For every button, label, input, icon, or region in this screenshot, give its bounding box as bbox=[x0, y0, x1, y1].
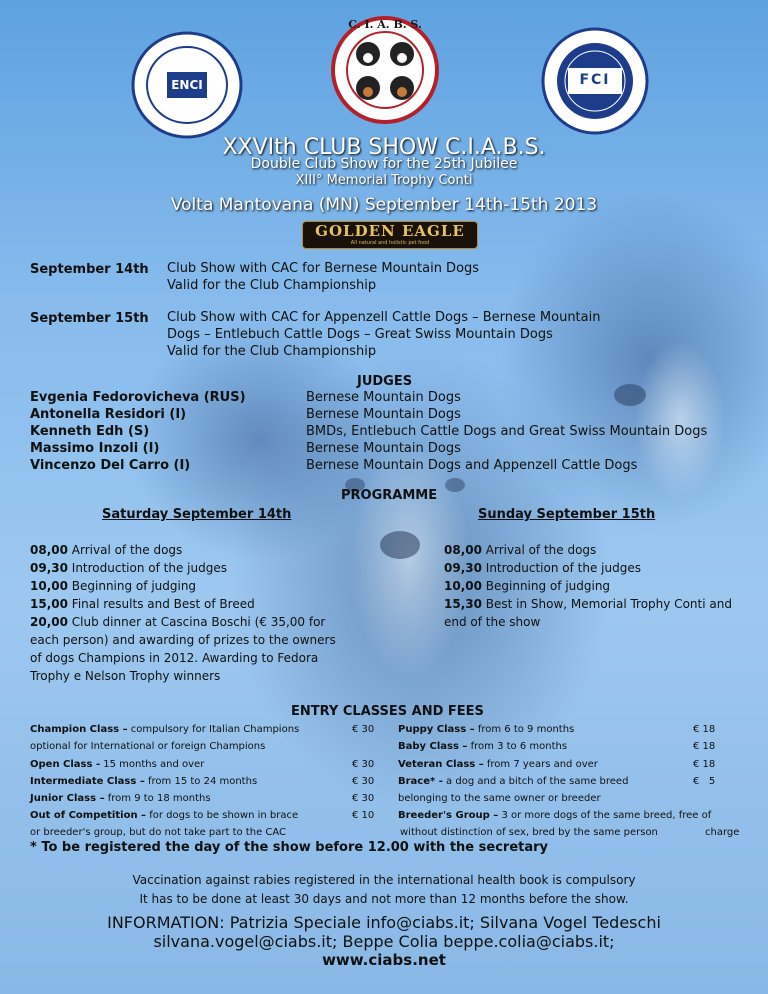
judge-breed: Bernese Mountain Dogs bbox=[306, 407, 461, 422]
programme-item bbox=[444, 577, 734, 595]
entry-class-desc: from 9 to 18 months bbox=[104, 793, 211, 804]
schedule-date-1: September 14th bbox=[30, 262, 149, 277]
show-title: XXVIth CLUB SHOW C.I.A.B.S. bbox=[222, 135, 546, 160]
entry-left-fee-4: € 30 bbox=[352, 776, 375, 787]
show-location-dates: Volta Mantovana (MN) September 14th-15th 2013 bbox=[170, 195, 598, 215]
entry-class-name: Open Class - bbox=[30, 759, 101, 770]
programme-text: Club dinner at Cascina Boschi (€ 35,00 for each person) and awarding of prizes to the owners of dogs Champions in 2012. Awarding to Fedora Trophy e Nelson Trophy winners bbox=[30, 615, 336, 683]
judge-name: Antonella Residori (I) bbox=[30, 407, 187, 422]
judge-breed: Bernese Mountain Dogs bbox=[306, 390, 461, 405]
entry-class-desc: belonging to the same owner or breeder bbox=[398, 793, 601, 804]
vaccination-line: Vaccination against rabies registered in the international health book is compulsory bbox=[132, 873, 636, 887]
sponsor-badge bbox=[302, 221, 478, 249]
schedule-date-2: September 15th bbox=[30, 311, 149, 326]
entry-left-7 bbox=[30, 827, 286, 838]
enci-logo bbox=[130, 30, 245, 140]
programme-heading: PROGRAMME bbox=[341, 488, 438, 503]
programme-text: Beginning of judging bbox=[67, 579, 197, 593]
programme-time: 09,30 bbox=[444, 561, 482, 575]
programme-item bbox=[30, 541, 350, 559]
judges-names bbox=[30, 389, 246, 474]
contact-info bbox=[0, 913, 768, 970]
entry-right-4 bbox=[398, 776, 628, 787]
entry-class-name: Junior Class – bbox=[30, 793, 105, 804]
programme-text: Best in Show, Memorial Trophy Conti and end of the show bbox=[444, 597, 732, 629]
saturday-heading: Saturday September 14th bbox=[102, 507, 292, 522]
entry-class-desc: 15 months and over bbox=[100, 759, 205, 770]
entry-class-desc: from 6 to 9 months bbox=[474, 724, 575, 735]
sponsor-name: GOLDEN EAGLE bbox=[315, 222, 465, 240]
entry-class-desc: a dog and a bitch of the same breed bbox=[442, 776, 629, 787]
entry-right-6 bbox=[398, 810, 711, 821]
programme-item bbox=[444, 595, 734, 631]
schedule-line: Club Show with CAC for Bernese Mountain Dogs bbox=[167, 261, 480, 276]
enci-letters: ENCI bbox=[171, 78, 203, 92]
entry-class-name: Veteran Class – bbox=[398, 759, 484, 770]
registration-note: * To be registered the day of the show before 12.00 with the secretary bbox=[30, 840, 549, 855]
entry-class-desc: from 7 years and over bbox=[483, 759, 598, 770]
entry-right-fee-3: € 18 bbox=[693, 759, 716, 770]
programme-item bbox=[444, 541, 734, 559]
sunday-heading: Sunday September 15th bbox=[478, 507, 656, 522]
entry-class-name: Baby Class – bbox=[398, 741, 468, 752]
schedule-line: Valid for the Club Championship bbox=[167, 344, 377, 359]
entry-left-5 bbox=[30, 793, 211, 804]
entry-class-name: Puppy Class – bbox=[398, 724, 475, 735]
programme-item bbox=[30, 559, 350, 577]
programme-text: Beginning of judging bbox=[481, 579, 611, 593]
judge-breed: Bernese Mountain Dogs and Appenzell Cattle Dogs bbox=[306, 458, 638, 473]
entry-class-desc: compulsory for Italian Champions bbox=[127, 724, 300, 735]
show-subtitle: Double Club Show for the 25th Jubilee bbox=[250, 156, 518, 172]
entry-right-1 bbox=[398, 724, 574, 735]
entry-right-fee-4: € 5 bbox=[693, 776, 716, 787]
programme-time: 20,00 bbox=[30, 615, 68, 629]
saturday-programme bbox=[30, 541, 350, 685]
schedule-desc-1 bbox=[167, 260, 479, 294]
entry-left-2 bbox=[30, 741, 265, 752]
schedule-line: Valid for the Club Championship bbox=[167, 278, 377, 293]
programme-text: Arrival of the dogs bbox=[481, 543, 597, 557]
entry-right-fee-1: € 18 bbox=[693, 724, 716, 735]
entry-left-fee-1: € 30 bbox=[352, 724, 375, 735]
programme-item bbox=[30, 577, 350, 595]
entry-right-3 bbox=[398, 759, 598, 770]
memorial-subtitle: XIII° Memorial Trophy Conti bbox=[295, 173, 473, 188]
entry-class-name: Intermediate Class – bbox=[30, 776, 145, 787]
judge-breed: Bernese Mountain Dogs bbox=[306, 441, 461, 456]
schedule-desc-2 bbox=[167, 309, 600, 360]
entry-right-fee-2: € 18 bbox=[693, 741, 716, 752]
entry-class-desc: from 3 to 6 months bbox=[467, 741, 568, 752]
entry-left-1 bbox=[30, 724, 299, 735]
ciabs-logo bbox=[330, 14, 440, 126]
entry-left-fee-5: € 30 bbox=[352, 793, 375, 804]
programme-item bbox=[30, 595, 350, 613]
fci-logo bbox=[540, 26, 650, 136]
entry-class-name: Champion Class – bbox=[30, 724, 128, 735]
entry-class-desc: without distinction of sex, bred by the same person bbox=[400, 827, 658, 838]
judge-name: Massimo Inzoli (I) bbox=[30, 441, 160, 456]
programme-text: Introduction of the judges bbox=[67, 561, 227, 575]
entry-left-6 bbox=[30, 810, 298, 821]
programme-item bbox=[444, 559, 734, 577]
entry-left-fee-3: € 30 bbox=[352, 759, 375, 770]
programme-time: 08,00 bbox=[444, 543, 482, 557]
judge-name: Evgenia Fedorovicheva (RUS) bbox=[30, 390, 246, 405]
entry-class-desc: 3 or more dogs of the same breed, free of bbox=[498, 810, 712, 821]
entry-class-desc: from 15 to 24 months bbox=[144, 776, 258, 787]
entry-right-2 bbox=[398, 741, 567, 752]
programme-time: 15,30 bbox=[444, 597, 482, 611]
contact-line: silvana.vogel@ciabs.it; Beppe Colia beppe.colia@ciabs.it; bbox=[153, 932, 615, 951]
entry-class-name: Brace* - bbox=[398, 776, 443, 787]
entry-left-fee-6: € 10 bbox=[352, 810, 375, 821]
entry-right-5 bbox=[398, 793, 601, 804]
judge-name: Kenneth Edh (S) bbox=[30, 424, 150, 439]
entry-class-desc: for dogs to be shown in brace bbox=[146, 810, 299, 821]
judges-breeds bbox=[306, 389, 707, 474]
judges-heading: JUDGES bbox=[357, 374, 413, 389]
entry-right-7 bbox=[400, 827, 658, 838]
programme-text: Arrival of the dogs bbox=[67, 543, 183, 557]
ciabs-letters: C. I. A. B. S. bbox=[348, 18, 422, 31]
programme-time: 15,00 bbox=[30, 597, 68, 611]
judge-breed: BMDs, Entlebuch Cattle Dogs and Great Swiss Mountain Dogs bbox=[306, 424, 708, 439]
entry-class-name: Out of Competition – bbox=[30, 810, 147, 821]
vaccination-line: It has to be done at least 30 days and not more than 12 months before the show. bbox=[139, 892, 629, 906]
entry-left-3 bbox=[30, 759, 204, 770]
entry-class-desc: or breeder's group, but do not take part to the CAC bbox=[30, 827, 287, 838]
entry-right-fee-7: charge bbox=[705, 827, 740, 838]
programme-time: 10,00 bbox=[444, 579, 482, 593]
schedule-line: Dogs – Entlebuch Cattle Dogs – Great Swiss Mountain Dogs bbox=[167, 327, 553, 342]
website-link[interactable]: www.ciabs.net bbox=[322, 951, 446, 969]
judge-name: Vincenzo Del Carro (I) bbox=[30, 458, 191, 473]
entry-class-name: Breeder's Group – bbox=[398, 810, 499, 821]
entry-left-4 bbox=[30, 776, 257, 787]
contact-line: INFORMATION: Patrizia Speciale info@ciabs.it; Silvana Vogel Tedeschi bbox=[107, 913, 661, 932]
programme-time: 10,00 bbox=[30, 579, 68, 593]
programme-time: 08,00 bbox=[30, 543, 68, 557]
fci-letters: FCI bbox=[579, 72, 611, 88]
entry-class-desc: optional for International or foreign Champions bbox=[30, 741, 266, 752]
sunday-programme bbox=[444, 541, 734, 631]
programme-item bbox=[30, 613, 350, 685]
vaccination-notice bbox=[0, 871, 768, 909]
programme-time: 09,30 bbox=[30, 561, 68, 575]
sponsor-tagline: All natural and holistic pet food bbox=[350, 240, 430, 246]
programme-text: Final results and Best of Breed bbox=[67, 597, 255, 611]
schedule-line: Club Show with CAC for Appenzell Cattle Dogs – Bernese Mountain bbox=[167, 310, 601, 325]
entry-heading: ENTRY CLASSES AND FEES bbox=[291, 704, 484, 719]
programme-text: Introduction of the judges bbox=[481, 561, 641, 575]
